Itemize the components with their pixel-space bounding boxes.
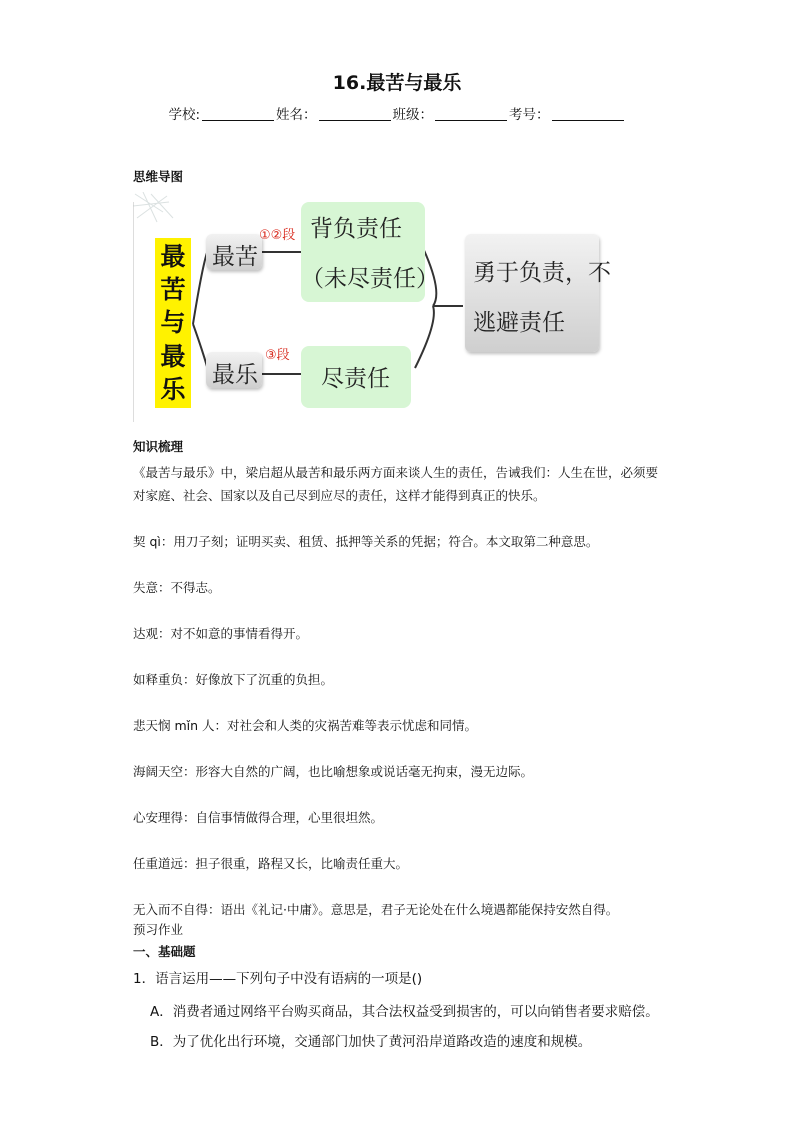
glossary-entry: 心安理得：自信事情做得合理，心里很坦然。 [133, 810, 384, 825]
glossary-entry: 失意：不得志。 [133, 580, 221, 595]
name-label: 姓名： [276, 107, 317, 123]
name-blank[interactable] [319, 107, 391, 121]
bear-responsibility-line1: 背负责任 [310, 216, 402, 242]
exam-number-blank[interactable] [552, 107, 624, 121]
foliage-decoration [133, 192, 173, 222]
mind-map-heading: 思维导图 [133, 169, 184, 184]
paragraph-ref-top: ①②段 [259, 228, 296, 243]
summary-line: 《最苦与最乐》中，梁启超从最苦和最乐两方面来谈人生的责任，告诫我们：人生在世，必须要 [133, 465, 659, 480]
branch-label-most-bitter: 最苦 [212, 244, 258, 270]
vertical-char: 与 [160, 308, 186, 338]
homework-heading: 预习作业 [133, 922, 184, 937]
exam-number-label: 考号： [509, 107, 550, 123]
vertical-char: 最 [160, 341, 186, 371]
document-title: 16.最苦与最乐 [332, 72, 462, 94]
school-label: 学校: [168, 107, 201, 123]
glossary-entry: 任重道远：担子很重，路程又长，比喻责任重大。 [133, 856, 409, 871]
fulfill-responsibility-text: 尽责任 [321, 366, 390, 392]
knowledge-summary [133, 461, 673, 507]
glossary-entry: 如释重负：好像放下了沉重的负担。 [133, 672, 334, 687]
summary-line: 对家庭、社会、国家以及自己尽到应尽的责任，这样才能得到真正的快乐。 [133, 488, 546, 503]
class-label: 班级： [392, 107, 434, 123]
paragraph-ref-bottom: ③段 [265, 348, 290, 363]
conclusion-line2: 逃避责任 [473, 310, 565, 336]
glossary-entry: 海阔天空：形容大自然的广阔，也比喻想象或说话毫无拘束，漫无边际。 [133, 764, 534, 779]
mind-map-figure [133, 192, 611, 424]
branch-label-most-joyful: 最乐 [212, 362, 258, 388]
glossary-entry: 契 qì：用刀子刻；证明买卖、租赁、抵押等关系的凭据；符合。本文取第二种意思。 [133, 534, 599, 549]
vertical-char: 最 [160, 242, 186, 272]
glossary-entry: 悲天悯 mǐn 人：对社会和人类的灾祸苦难等表示忧虑和同情。 [133, 718, 478, 733]
option-a[interactable]: A．消费者通过网络平台购买商品，其合法权益受到损害的，可以向销售者要求赔偿。 [150, 1004, 659, 1020]
class-blank[interactable] [435, 107, 507, 121]
vertical-char: 乐 [160, 374, 186, 404]
conclusion-line1: 勇于负责，不 [473, 260, 611, 286]
student-info-line [0, 103, 794, 123]
vertical-char: 苦 [160, 275, 186, 305]
vertical-title-banner [155, 238, 191, 408]
knowledge-heading: 知识梳理 [133, 439, 184, 454]
bear-responsibility-line2: （未尽责任） [301, 266, 439, 292]
glossary-entry: 无入而不自得：语出《礼记·中庸》。意思是，君子无论处在什么境遇都能保持安然自得。 [133, 902, 619, 917]
school-blank[interactable] [202, 107, 274, 121]
question-1: 1．语言运用——下列句子中没有语病的一项是() [133, 971, 423, 987]
glossary-entry: 达观：对不如意的事情看得开。 [133, 626, 309, 641]
basic-questions-heading: 一、基础题 [133, 944, 196, 959]
option-b[interactable]: B．为了优化出行环境，交通部门加快了黄河沿岸道路改造的速度和规模。 [150, 1034, 592, 1050]
